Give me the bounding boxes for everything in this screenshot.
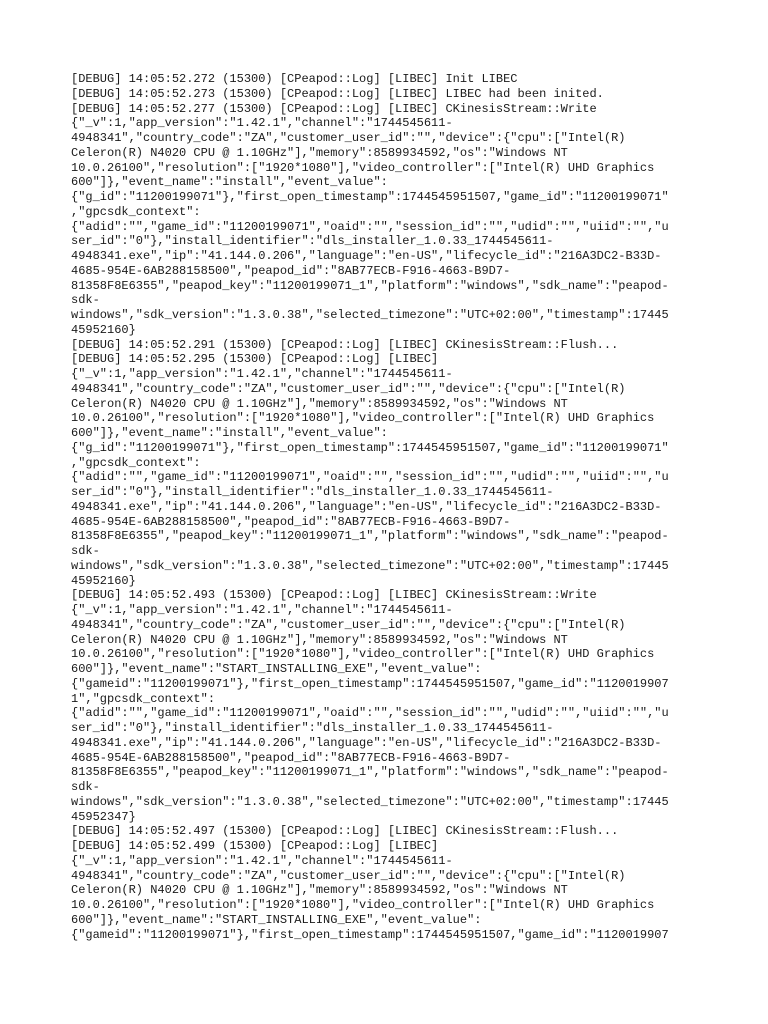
log-line: 10.0.26100","resolution":["1920*1080"],"video_controller":["Intel(R) UHD Graphics: [71, 898, 655, 912]
log-page: [71, 72, 711, 942]
log-line: ,"gpcsdk_context":: [71, 204, 201, 219]
log-line: [DEBUG] 14:05:52.499 (15300) [CPeapod::Log] [LIBEC]: [71, 839, 439, 853]
log-line: {"adid":"","game_id":"11200199071","oaid":"","session_id":"","udid":"","uiid":"","u: [71, 470, 669, 485]
log-line: 45952160}: [71, 322, 136, 337]
log-line: Celeron(R) N4020 CPU @ 1.10GHz"],"memory":8589934592,"os":"Windows NT: [71, 632, 568, 647]
log-line: 4948341","country_code":"ZA","customer_user_id":"","device":{"cpu":["Intel(R): [71, 381, 626, 396]
log-line: 600"]},"event_name":"install","event_value":: [71, 426, 388, 440]
log-line: [DEBUG] 14:05:52.272 (15300) [CPeapod::Log] [LIBEC] Init LIBEC: [71, 72, 518, 86]
log-line: 10.0.26100","resolution":["1920*1080"],"video_controller":["Intel(R) UHD Graphics: [71, 411, 655, 426]
log-line: [DEBUG] 14:05:52.295 (15300) [CPeapod::Log] [LIBEC]: [71, 352, 439, 367]
log-line: 600"]},"event_name":"install","event_value":: [71, 175, 388, 190]
log-line: sdk-: [71, 544, 100, 558]
log-line: 4948341","country_code":"ZA","customer_user_id":"","device":{"cpu":["Intel(R): [71, 131, 626, 145]
log-line: 10.0.26100","resolution":["1920*1080"],"video_controller":["Intel(R) UHD Graphics: [71, 160, 655, 175]
log-line: 600"]},"event_name":"START_INSTALLING_EXE","event_value":: [71, 662, 482, 676]
log-line: {"g_id":"11200199071"},"first_open_timestamp":1744545951507,"game_id":"11200199071": [71, 190, 669, 204]
log-line: sdk-: [71, 293, 100, 308]
log-line: 81358F8E6355","peapod_key":"11200199071_1","platform":"windows","sdk_name":"peapod-: [71, 278, 669, 293]
log-line: Celeron(R) N4020 CPU @ 1.10GHz"],"memory":8589934592,"os":"Windows NT: [71, 145, 568, 160]
log-line: sdk-: [71, 780, 100, 794]
log-line: [DEBUG] 14:05:52.291 (15300) [CPeapod::Log] [LIBEC] CKinesisStream::Flush...: [71, 337, 619, 352]
log-line: [DEBUG] 14:05:52.497 (15300) [CPeapod::Log] [LIBEC] CKinesisStream::Flush...: [71, 824, 619, 839]
log-line: {"_v":1,"app_version":"1.42.1","channel":"1744545611-: [71, 116, 453, 131]
log-line: ser_id":"0"},"install_identifier":"dls_installer_1.0.33_1744545611-: [71, 485, 554, 499]
log-line: windows","sdk_version":"1.3.0.38","selected_timezone":"UTC+02:00","timestamp":17445: [71, 558, 669, 573]
log-line: {"_v":1,"app_version":"1.42.1","channel":"1744545611-: [71, 853, 453, 868]
log-line: 4948341","country_code":"ZA","customer_user_id":"","device":{"cpu":["Intel(R): [71, 868, 626, 883]
log-line: 1","gpcsdk_context":: [71, 691, 216, 706]
log-line: 4948341","country_code":"ZA","customer_user_id":"","device":{"cpu":["Intel(R): [71, 617, 626, 632]
log-line: [DEBUG] 14:05:52.277 (15300) [CPeapod::Log] [LIBEC] CKinesisStream::Write: [71, 101, 597, 116]
log-line: Celeron(R) N4020 CPU @ 1.10GHz"],"memory":8589934592,"os":"Windows NT: [71, 883, 568, 898]
log-line: {"adid":"","game_id":"11200199071","oaid":"","session_id":"","udid":"","uiid":"","u: [71, 219, 669, 234]
log-line: ,"gpcsdk_context":: [71, 455, 201, 470]
log-line: 4685-954E-6AB288158500","peapod_id":"8AB77ECB-F916-4663-B9D7-: [71, 750, 511, 765]
log-line: windows","sdk_version":"1.3.0.38","selected_timezone":"UTC+02:00","timestamp":17445: [71, 308, 669, 322]
log-line: 4685-954E-6AB288158500","peapod_id":"8AB77ECB-F916-4663-B9D7-: [71, 514, 511, 529]
log-line: {"_v":1,"app_version":"1.42.1","channel":"1744545611-: [71, 367, 453, 381]
log-line: ser_id":"0"},"install_identifier":"dls_installer_1.0.33_1744545611-: [71, 721, 554, 735]
log-line: {"_v":1,"app_version":"1.42.1","channel":"1744545611-: [71, 603, 453, 617]
log-line: [DEBUG] 14:05:52.273 (15300) [CPeapod::Log] [LIBEC] LIBEC had been inited.: [71, 86, 604, 101]
log-line: windows","sdk_version":"1.3.0.38","selected_timezone":"UTC+02:00","timestamp":17445: [71, 794, 669, 809]
log-line: [DEBUG] 14:05:52.493 (15300) [CPeapod::Log] [LIBEC] CKinesisStream::Write: [71, 588, 597, 603]
log-line: {"gameid":"11200199071"},"first_open_timestamp":1744545951507,"game_id":"1120019907: [71, 927, 669, 942]
log-line: 4948341.exe","ip":"41.144.0.206","language":"en-US","lifecycle_id":"216A3DC2-B33D-: [71, 499, 662, 514]
log-line: {"gameid":"11200199071"},"first_open_timestamp":1744545951507,"game_id":"1120019907: [71, 676, 669, 691]
log-line: {"adid":"","game_id":"11200199071","oaid":"","session_id":"","udid":"","uiid":"","u: [71, 706, 669, 721]
log-line: 45952347}: [71, 809, 136, 824]
log-line: 45952160}: [71, 573, 136, 588]
log-line: 4948341.exe","ip":"41.144.0.206","language":"en-US","lifecycle_id":"216A3DC2-B33D-: [71, 735, 662, 750]
log-line: 4948341.exe","ip":"41.144.0.206","language":"en-US","lifecycle_id":"216A3DC2-B33D-: [71, 249, 662, 263]
log-line: 10.0.26100","resolution":["1920*1080"],"video_controller":["Intel(R) UHD Graphics: [71, 647, 655, 662]
log-line: 600"]},"event_name":"START_INSTALLING_EXE","event_value":: [71, 912, 482, 927]
log-line: 81358F8E6355","peapod_key":"11200199071_1","platform":"windows","sdk_name":"peapod-: [71, 529, 669, 544]
log-line: {"g_id":"11200199071"},"first_open_timestamp":1744545951507,"game_id":"11200199071": [71, 440, 669, 455]
log-line: 81358F8E6355","peapod_key":"11200199071_1","platform":"windows","sdk_name":"peapod-: [71, 765, 669, 780]
log-line: 4685-954E-6AB288158500","peapod_id":"8AB77ECB-F916-4663-B9D7-: [71, 263, 511, 278]
log-line: Celeron(R) N4020 CPU @ 1.10GHz"],"memory":8589934592,"os":"Windows NT: [71, 396, 568, 411]
log-line: ser_id":"0"},"install_identifier":"dls_installer_1.0.33_1744545611-: [71, 234, 554, 249]
